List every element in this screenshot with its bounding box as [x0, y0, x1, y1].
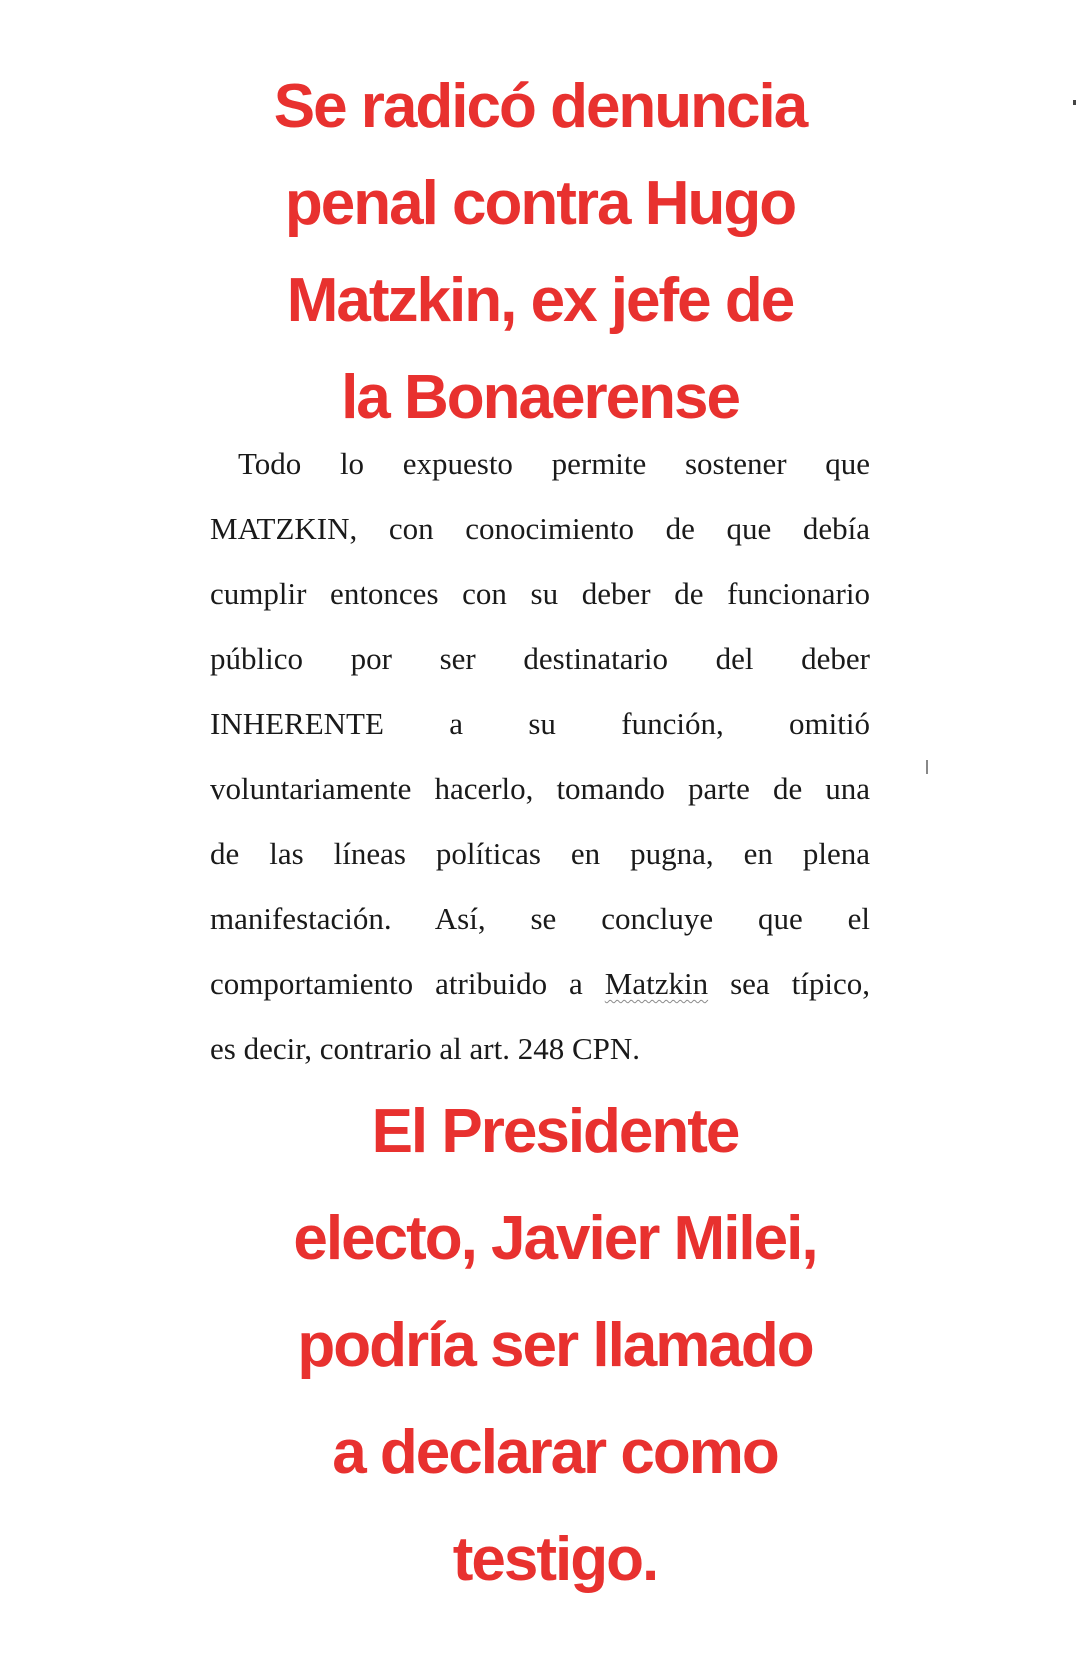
headline-top-line-3: Matzkin, ex jefe de: [286, 266, 794, 335]
excerpt-line-7: de las líneas políticas en pugna, en plena: [210, 836, 870, 871]
headline-bottom-line-5: testigo.: [452, 1525, 658, 1594]
scan-artifact-mark: [926, 760, 928, 774]
headline-bottom-line-2: electo, Javier Milei,: [293, 1204, 817, 1273]
headline-bottom-line-3: podría ser llamado: [297, 1311, 813, 1380]
excerpt-line-9: [210, 964, 870, 1029]
headline-bottom-line-4: a declarar como: [332, 1418, 778, 1487]
headline-top-line-2: penal contra Hugo: [284, 169, 796, 238]
excerpt-line-5: INHERENTE a su función, omitió: [210, 706, 870, 741]
headline-bottom: [230, 1078, 880, 1613]
excerpt-line-9-before: comportamiento atribuido a: [210, 966, 605, 1001]
headline-bottom-line-1: El Presidente: [371, 1097, 739, 1166]
scan-artifact-mark: [1073, 100, 1076, 105]
excerpt-line-10: es decir, contrario al art. 248 CPN.: [210, 1031, 641, 1066]
excerpt-line-8: manifestación. Así, se concluye que el: [210, 901, 870, 936]
excerpt-line-1: Todo lo expuesto permite sostener que: [238, 446, 870, 481]
excerpt-line-3: cumplir entonces con su deber de funcionario: [210, 576, 870, 611]
spellcheck-underlined-name: Matzkin: [604, 966, 709, 1001]
excerpt-line-2: MATZKIN, con conocimiento de que debía: [210, 511, 870, 546]
excerpt-line-4: público por ser destinatario del deber: [210, 641, 870, 676]
excerpt-line-9-after: sea típico,: [708, 966, 870, 1001]
headline-top-line-4: la Bonaerense: [341, 363, 739, 432]
headline-top: [200, 58, 880, 446]
headline-top-line-1: Se radicó denuncia: [273, 72, 807, 141]
legal-excerpt: [210, 444, 870, 1094]
excerpt-line-6: voluntariamente hacerlo, tomando parte de una: [210, 771, 870, 806]
